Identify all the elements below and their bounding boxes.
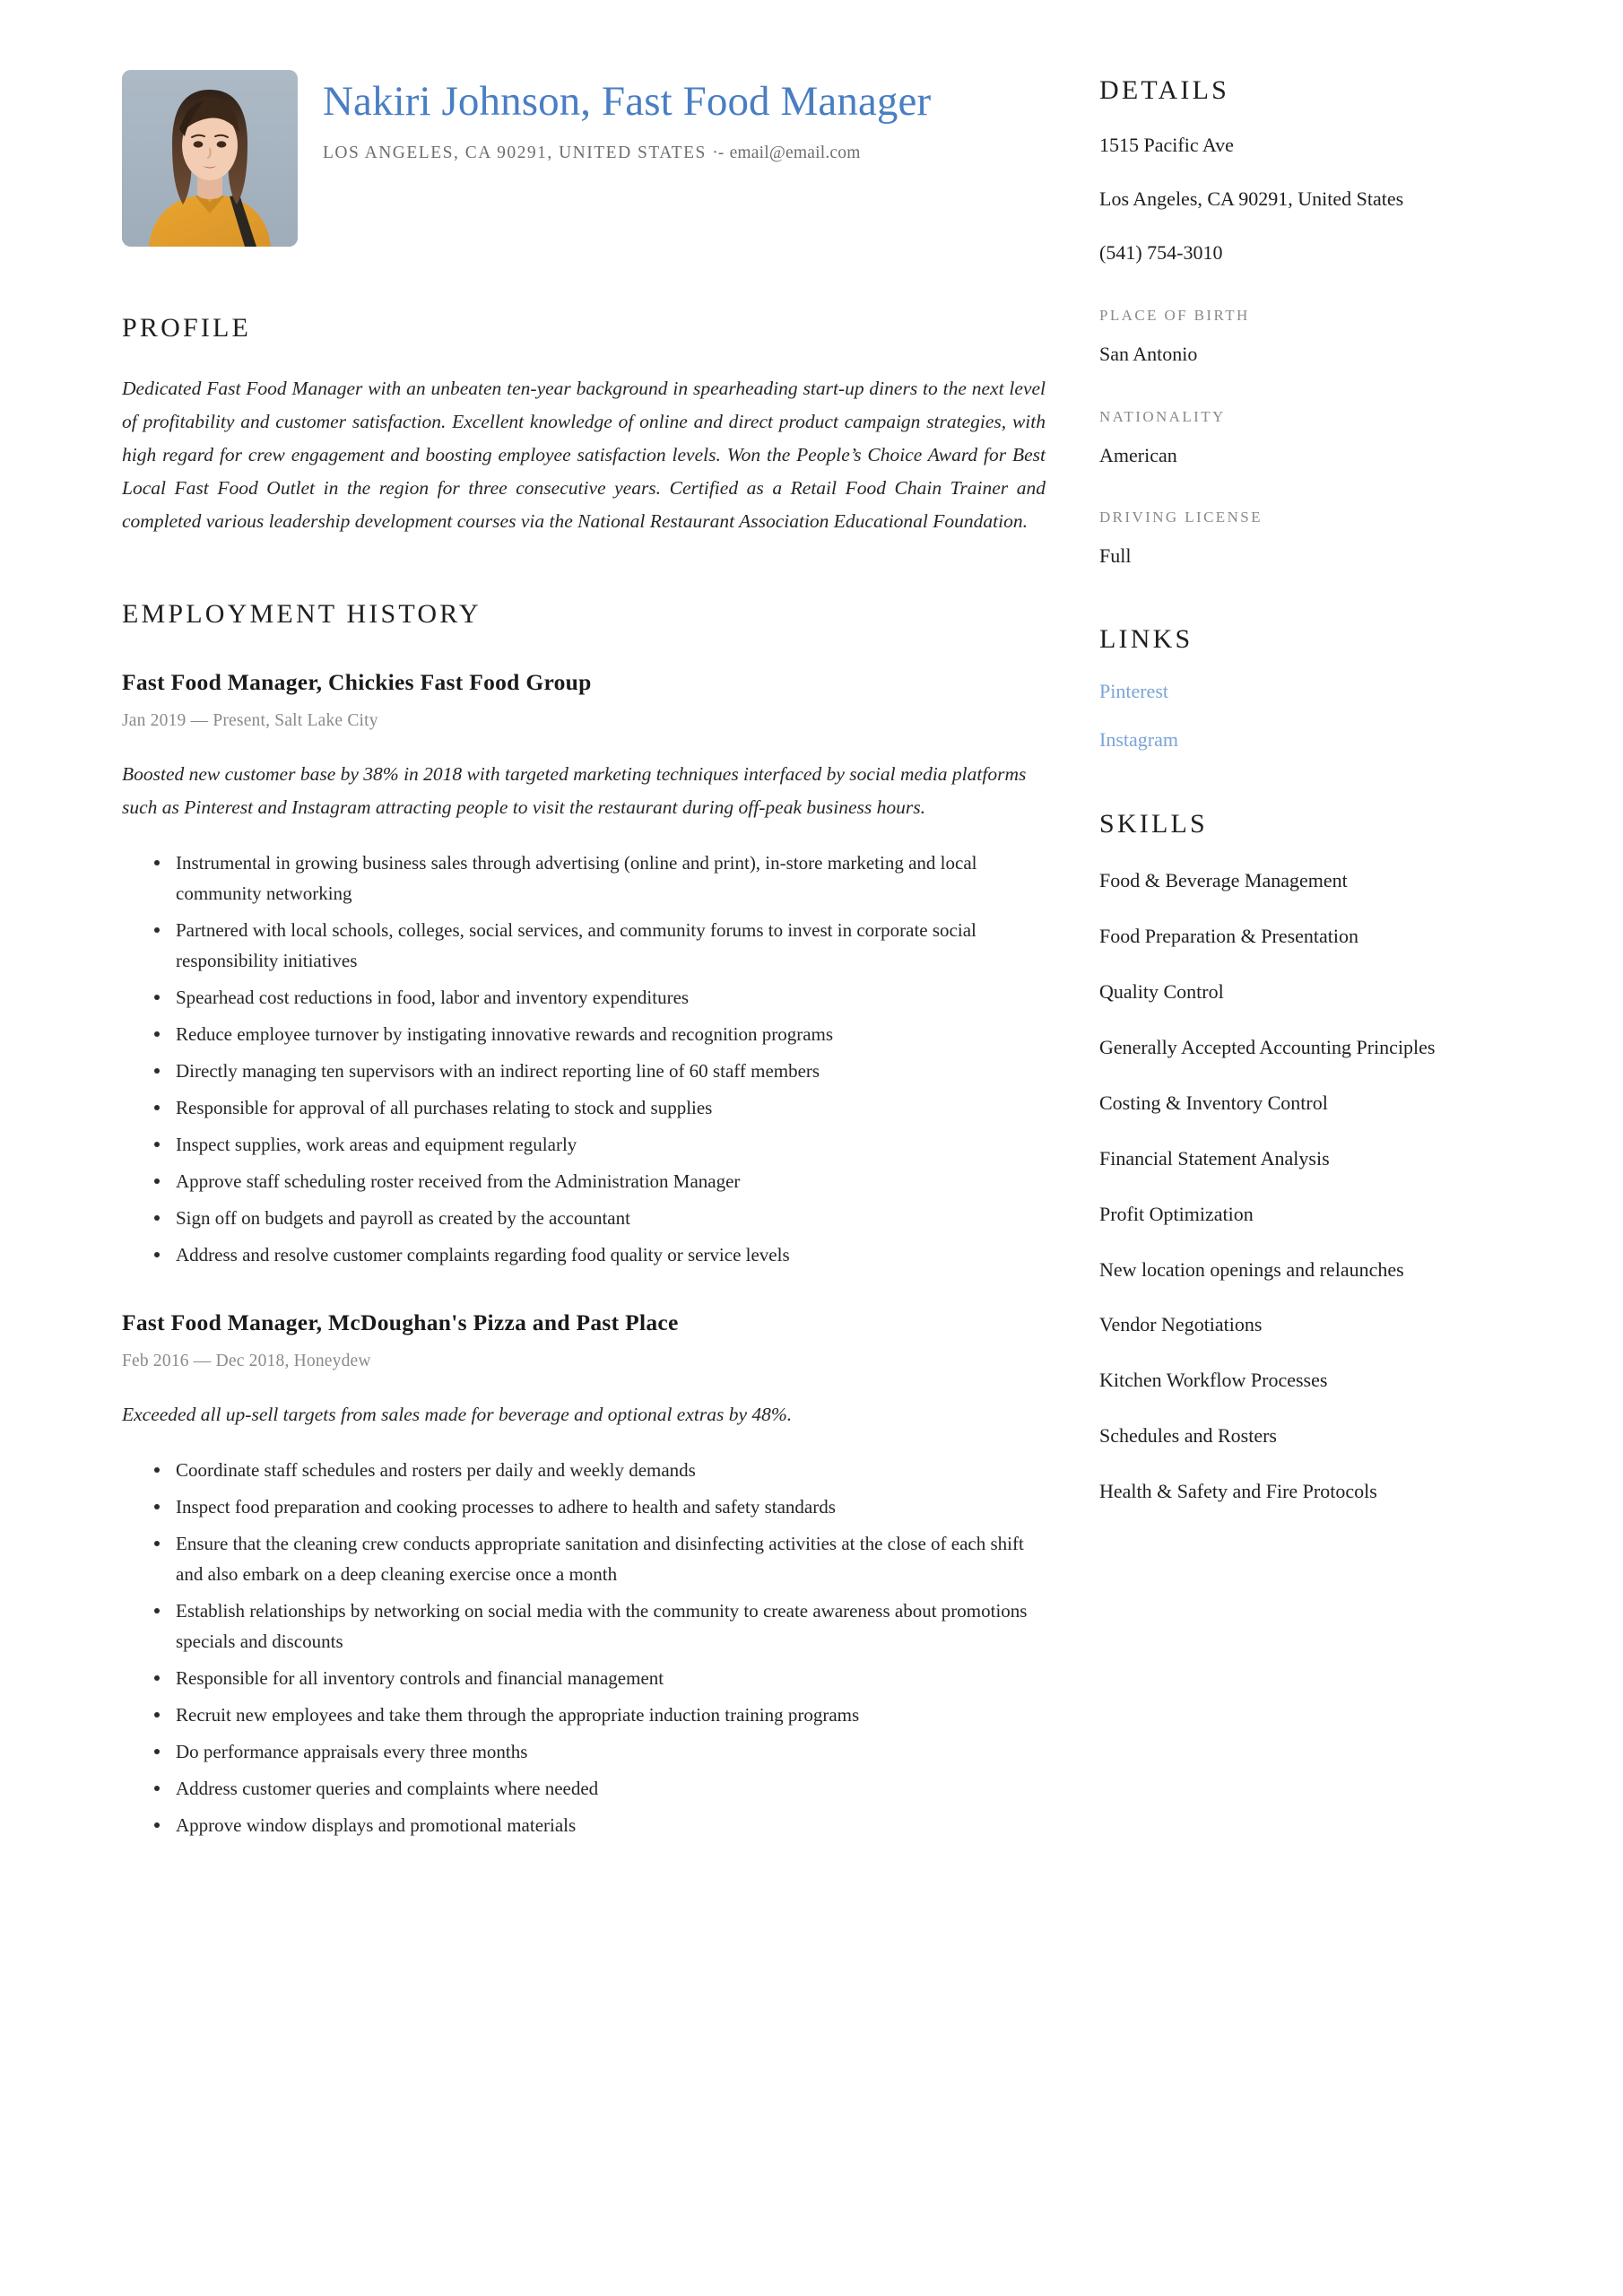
nationality-value: American bbox=[1099, 443, 1177, 466]
skill-item: Financial Statement Analysis bbox=[1099, 1146, 1330, 1170]
profile-text: Dedicated Fast Food Manager with an unbeaten ten-year background in spearheading start-up diners to the next level of profitability and customer satisfaction. Excellent knowledge of online and direct product campaign strategies, with high regard for crew engagement and boosting employee satisfaction levels. Won the People’s Choice Award for Best Local Fast Food Outlet in the region for three consecutive years. Certified as a Retail Food Chain Trainer and completed various leadership development courses via the National Restaurant Association Educational Foundation. bbox=[122, 378, 1046, 532]
header-text bbox=[323, 70, 1046, 167]
skill-item: Schedules and Rosters bbox=[1099, 1424, 1277, 1448]
avatar bbox=[122, 70, 298, 247]
links-section bbox=[1099, 624, 1476, 752]
skill-item: Vendor Negotiations bbox=[1099, 1313, 1263, 1336]
driving-license-value: Full bbox=[1099, 544, 1132, 568]
main-column bbox=[122, 70, 1099, 2296]
job-bullet: Reduce employee turnover by instigating innovative rewards and recognition programs bbox=[154, 1019, 1046, 1049]
job-bullet: Responsible for approval of all purchases relating to stock and supplies bbox=[154, 1092, 1046, 1123]
page-title: Nakiri Johnson, Fast Food Manager bbox=[323, 78, 932, 125]
profile-section bbox=[122, 313, 1046, 538]
contact-separator: ·- bbox=[712, 143, 725, 162]
job-bullet: Inspect supplies, work areas and equipment regularly bbox=[154, 1129, 1046, 1160]
job-bullet: Approve staff scheduling roster received from the Administration Manager bbox=[154, 1166, 1046, 1196]
job-entry bbox=[122, 669, 1046, 1270]
job-bullet: Recruit new employees and take them through the appropriate induction training programs bbox=[154, 1700, 1046, 1730]
job-summary: Exceeded all up-sell targets from sales made for beverage and optional extras by 48%. bbox=[122, 1403, 793, 1425]
details-section bbox=[1099, 75, 1476, 570]
job-bullet: Directly managing ten supervisors with an indirect reporting line of 60 staff members bbox=[154, 1056, 1046, 1086]
job-bullet: Inspect food preparation and cooking processes to adhere to health and safety standards bbox=[154, 1492, 1046, 1522]
contact-line bbox=[323, 139, 897, 167]
job-meta: Feb 2016 — Dec 2018, Honeydew bbox=[122, 1351, 371, 1370]
sidebar bbox=[1099, 70, 1476, 2296]
link-item[interactable]: Pinterest bbox=[1099, 680, 1168, 703]
job-bullet: Address and resolve customer complaints regarding food quality or service levels bbox=[154, 1239, 1046, 1270]
skills-list bbox=[1099, 866, 1476, 1506]
job-bullet: Spearhead cost reductions in food, labor and inventory expenditures bbox=[154, 982, 1046, 1013]
job-bullet: Establish relationships by networking on social media with the community to create awareness about promotions specials and discounts bbox=[154, 1596, 1046, 1657]
contact-email[interactable]: email@email.com bbox=[729, 143, 861, 162]
job-bullet: Do performance appraisals every three months bbox=[154, 1736, 1046, 1767]
job-bullet: Responsible for all inventory controls and financial management bbox=[154, 1663, 1046, 1693]
address-line-1: 1515 Pacific Ave bbox=[1099, 134, 1234, 156]
details-heading: DETAILS bbox=[1099, 75, 1229, 105]
skill-item: Food Preparation & Presentation bbox=[1099, 925, 1359, 948]
job-bullet-list bbox=[122, 1455, 1046, 1840]
profile-heading: PROFILE bbox=[122, 313, 252, 343]
job-bullet-list bbox=[122, 848, 1046, 1270]
skill-item: Generally Accepted Accounting Principles bbox=[1099, 1036, 1436, 1059]
driving-license-label: DRIVING LICENSE bbox=[1099, 509, 1263, 526]
skill-item: New location openings and relaunches bbox=[1099, 1257, 1404, 1281]
job-bullet: Ensure that the cleaning crew conducts appropriate sanitation and disinfecting activities at the close of each shift and also embark on a deep cleaning exercise once a month bbox=[154, 1528, 1046, 1589]
job-bullet: Instrumental in growing business sales through advertising (online and print), in-store marketing and local community networking bbox=[154, 848, 1046, 909]
job-summary: Boosted new customer base by 38% in 2018 with targeted marketing techniques interfaced by social media platforms such as Pinterest and Instagram attracting people to visit the restaurant during off-peak business hours. bbox=[122, 762, 1027, 818]
skill-item: Health & Safety and Fire Protocols bbox=[1099, 1480, 1377, 1503]
place-of-birth-label: PLACE OF BIRTH bbox=[1099, 306, 1250, 324]
place-of-birth-value: San Antonio bbox=[1099, 342, 1198, 365]
employment-heading: EMPLOYMENT HISTORY bbox=[122, 598, 482, 629]
skill-item: Profit Optimization bbox=[1099, 1202, 1254, 1225]
phone-number: (541) 754-3010 bbox=[1099, 240, 1223, 264]
skills-section bbox=[1099, 809, 1476, 1506]
contact-location: LOS ANGELES, CA 90291, UNITED STATES bbox=[323, 143, 707, 162]
job-bullet: Sign off on budgets and payroll as created by the accountant bbox=[154, 1203, 1046, 1233]
nationality-label: NATIONALITY bbox=[1099, 407, 1226, 425]
job-title: Fast Food Manager, Chickies Fast Food Group bbox=[122, 668, 592, 695]
job-meta: Jan 2019 — Present, Salt Lake City bbox=[122, 710, 378, 730]
skill-item: Costing & Inventory Control bbox=[1099, 1091, 1328, 1114]
resume-header bbox=[122, 70, 1046, 247]
address-line-2: Los Angeles, CA 90291, United States bbox=[1099, 187, 1404, 210]
job-entry bbox=[122, 1309, 1046, 1840]
job-bullet: Approve window displays and promotional materials bbox=[154, 1810, 1046, 1840]
skill-item: Kitchen Workflow Processes bbox=[1099, 1369, 1328, 1392]
links-list bbox=[1099, 680, 1476, 752]
link-item[interactable]: Instagram bbox=[1099, 728, 1178, 752]
portrait-photo-icon bbox=[122, 70, 298, 247]
job-bullet: Partnered with local schools, colleges, social services, and community forums to invest in corporate social responsibility initiatives bbox=[154, 915, 1046, 976]
skill-item: Food & Beverage Management bbox=[1099, 869, 1348, 892]
job-title: Fast Food Manager, McDoughan's Pizza and Past Place bbox=[122, 1309, 679, 1335]
links-heading: LINKS bbox=[1099, 624, 1193, 655]
employment-section bbox=[122, 599, 1046, 1840]
skill-item: Quality Control bbox=[1099, 980, 1224, 1004]
skills-heading: SKILLS bbox=[1099, 809, 1208, 839]
job-bullet: Address customer queries and complaints where needed bbox=[154, 1773, 1046, 1804]
job-bullet: Coordinate staff schedules and rosters per daily and weekly demands bbox=[154, 1455, 1046, 1485]
